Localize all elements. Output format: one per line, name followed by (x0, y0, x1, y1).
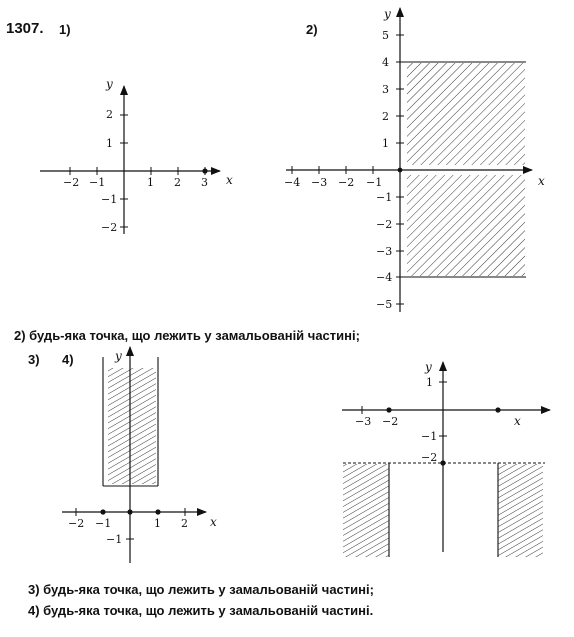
graph1-point (202, 168, 207, 173)
graph3-point-0 (127, 509, 132, 514)
answer-line-4: 4) будь-яка точка, що лежить у замальованій частині. (28, 603, 374, 618)
graph4 (342, 360, 550, 557)
graph3-xtick-2: 1 (154, 517, 161, 530)
graph2-region-upper (407, 63, 525, 165)
graph2-ytick-5: −1 (376, 191, 393, 204)
graph1-xtick-3: 2 (174, 176, 181, 189)
graph1-xtick-0: −2 (63, 176, 80, 189)
graph4-x-label: x (514, 414, 521, 428)
graph1-xtick-2: 1 (147, 176, 154, 189)
graph1-y-label: y (106, 77, 113, 91)
graph4-ytick-2: −2 (421, 451, 438, 464)
graph2-origin-point (398, 168, 403, 173)
graph1-ytick-2: −1 (101, 193, 118, 206)
graph4-point-neg2 (386, 407, 391, 412)
graph4-ticks (362, 382, 447, 436)
part4-label: 4) (62, 352, 74, 367)
graph2-ytick-4: 1 (382, 137, 389, 150)
graph4-y-label: y (425, 360, 432, 374)
graph4-region-left (343, 464, 389, 557)
graph4-xtick-0: −3 (355, 415, 372, 428)
graph3-ytick-0: −1 (106, 533, 123, 546)
graph2-ytick-3: 2 (382, 110, 389, 123)
graph4-point-2 (495, 407, 500, 412)
graph4-ytick-1: −1 (421, 430, 438, 443)
graph4-ytick-0: 1 (426, 376, 433, 389)
graph3-y-label: y (115, 349, 122, 363)
graph1-ytick-3: −2 (101, 221, 118, 234)
graph3-point-1 (155, 509, 160, 514)
graph2-ytick-1: 4 (382, 56, 389, 69)
graph2-xtick-1: −3 (311, 176, 328, 189)
graph1-xtick-1: −1 (89, 176, 106, 189)
graph2-ytick-8: −4 (376, 271, 393, 284)
graph1-ytick-0: 2 (106, 108, 113, 121)
graph2-ytick-2: 3 (382, 83, 389, 96)
graph2-ytick-0: 5 (382, 29, 389, 42)
graph3 (62, 347, 217, 563)
graph2-xtick-3: −1 (366, 176, 383, 189)
graph3-xtick-3: 2 (181, 517, 188, 530)
graph2-ytick-9: −5 (376, 298, 393, 311)
graph2-xtick-2: −2 (338, 176, 355, 189)
graph4-point-y-neg2 (440, 460, 445, 465)
graph3-xtick-0: −2 (68, 517, 85, 530)
graph1-ytick-1: 1 (106, 137, 113, 150)
problem-number: 1307. (6, 20, 44, 37)
graph4-region-right (498, 464, 543, 557)
graph2 (284, 7, 545, 312)
graph1-x-label: x (226, 173, 233, 187)
graph3-region (108, 368, 156, 484)
graph2-ytick-7: −3 (376, 245, 393, 258)
graph3-point-neg1 (100, 509, 105, 514)
graph2-ytick-6: −2 (376, 218, 393, 231)
answer-line-2: 2) будь-яка точка, що лежить у замальованій частині; (14, 328, 360, 343)
graph2-y-label: y (384, 7, 391, 21)
graph1 (40, 77, 233, 234)
graph2-region-lower (407, 175, 525, 276)
part1-label: 1) (59, 22, 71, 37)
graph2-x-label: x (538, 174, 545, 188)
graph1-xtick-4: 3 (201, 176, 208, 189)
graph3-xtick-1: −1 (95, 517, 112, 530)
graph2-xtick-0: −4 (284, 176, 301, 189)
answer-line-3: 3) будь-яка точка, що лежить у замальованій частині; (28, 582, 374, 597)
part2-label: 2) (306, 22, 318, 37)
part3-label: 3) (28, 352, 40, 367)
graph3-x-label: x (210, 515, 217, 529)
graph4-xtick-1: −2 (382, 415, 399, 428)
